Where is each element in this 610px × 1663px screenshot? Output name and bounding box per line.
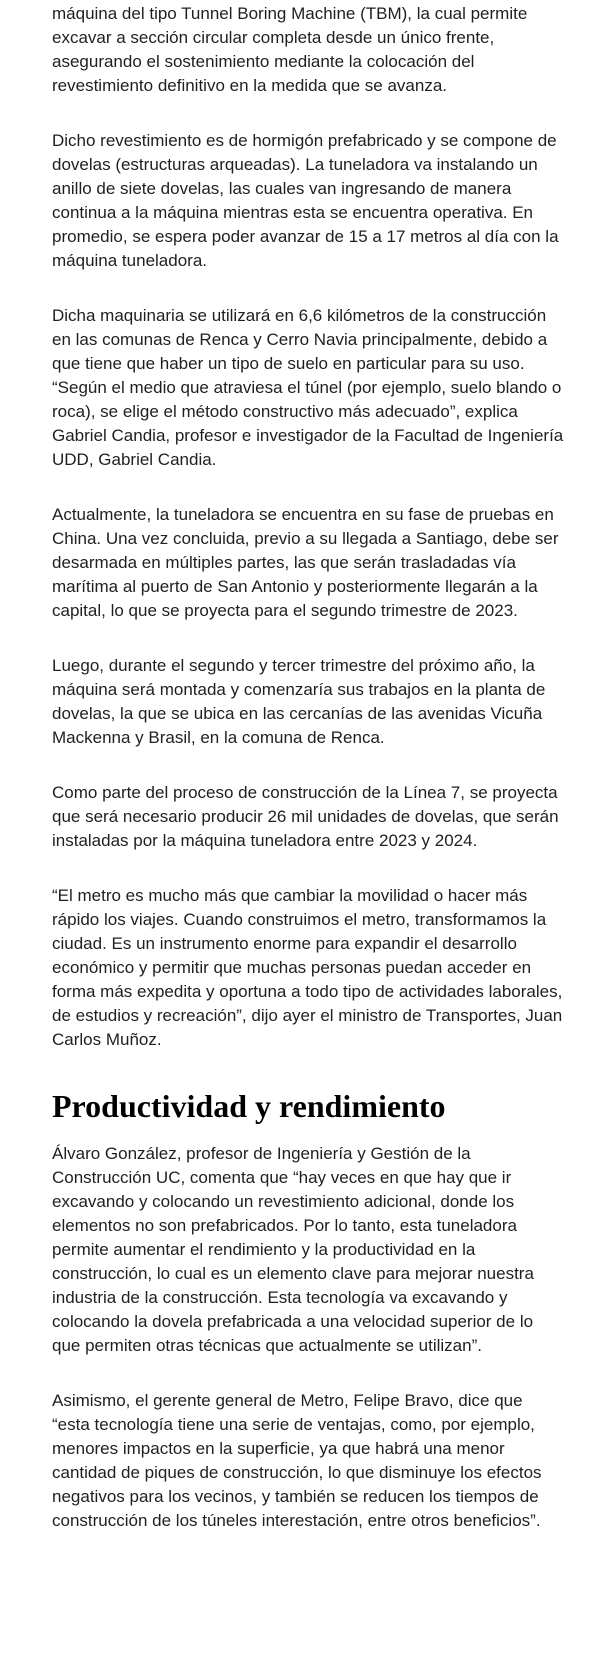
article-quote-paragraph: “El metro es mucho más que cambiar la movilidad o hacer más rápido los viajes. Cuando construimos el metro, transformamos la ciudad. Es un instrumento enorme para expandir el desarrollo económico y permitir que muchas personas puedan acceder en forma más expedita y oportuna a todo tipo de actividades laborales, de estudios y recreación”, dijo ayer el ministro de Transportes, Juan Carlos Muñoz. — [52, 886, 563, 1049]
article-paragraph: Asimismo, el gerente general de Metro, Felipe Bravo, dice que “esta tecnología tiene una serie de ventajas, como, por ejemplo, menores impactos en la superficie, ya que habrá una menor cantidad de piques de construcción, lo que disminuye los efectos negativos para los vecinos, y también se reducen los tiempos de construcción de los túneles interestación, entre otros beneficios”. — [52, 1391, 542, 1530]
article-paragraph: Dicho revestimiento es de hormigón prefabricado y se compone de dovelas (estructuras arqueadas). La tuneladora va instalando un anillo de siete dovelas, las cuales van ingresando de manera continua a la máquina mientras esta se encuentra operativa. En promedio, se espera poder avanzar de 15 a 17 metros al día con la máquina tuneladora. — [52, 131, 559, 270]
article-paragraph: Dicha maquinaria se utilizará en 6,6 kilómetros de la construcción en las comunas de Renca y Cerro Navia principalmente, debido a que tiene que haber un tipo de suelo en particular para su uso. “Según el medio que atraviesa el túnel (por ejemplo, suelo blando o roca), se elige el método constructivo más adecuado”, explica Gabriel Candia, profesor e investigador de la Facultad de Ingeniería UDD, Gabriel Candia. — [52, 306, 564, 469]
article-paragraph: Actualmente, la tuneladora se encuentra en su fase de pruebas en China. Una vez concluida, previo a su llegada a Santiago, debe ser desarmada en múltiples partes, las que serán trasladadas vía marítima al puerto de San Antonio y posteriormente llegarán a la capital, lo que se proyecta para el segundo trimestre de 2023. — [52, 505, 559, 620]
section-heading: Productividad y rendimiento — [52, 1088, 446, 1124]
article-paragraph: Álvaro González, profesor de Ingeniería y Gestión de la Construcción UC, comenta que “hay veces en que hay que ir excavando y colocando un revestimiento adicional, donde los elementos no son prefabricados. Por lo tanto, esta tuneladora permite aumentar el rendimiento y la productividad en la construcción, lo cual es un elemento clave para mejorar nuestra industria de la construcción. Esta tecnología va excavando y colocando la dovela prefabricada a una velocidad superior de lo que permiten otras técnicas que actualmente se utilizan”. — [52, 1144, 534, 1355]
article-paragraph: Como parte del proceso de construcción de la Línea 7, se proyecta que será necesario producir 26 mil unidades de dovelas, que serán instaladas por la máquina tuneladora entre 2023 y 2024. — [52, 783, 559, 850]
article-paragraph: Luego, durante el segundo y tercer trimestre del próximo año, la máquina será montada y comenzaría sus trabajos en la planta de dovelas, la que se ubica en las cercanías de las avenidas Vicuña Mackenna y Brasil, en la comuna de Renca. — [52, 656, 546, 747]
article-paragraph: máquina del tipo Tunnel Boring Machine (TBM), la cual permite excavar a sección circular completa desde un único frente, asegurando el sostenimiento mediante la colocación del revestimiento definitivo en la medida que se avanza. — [52, 4, 528, 95]
